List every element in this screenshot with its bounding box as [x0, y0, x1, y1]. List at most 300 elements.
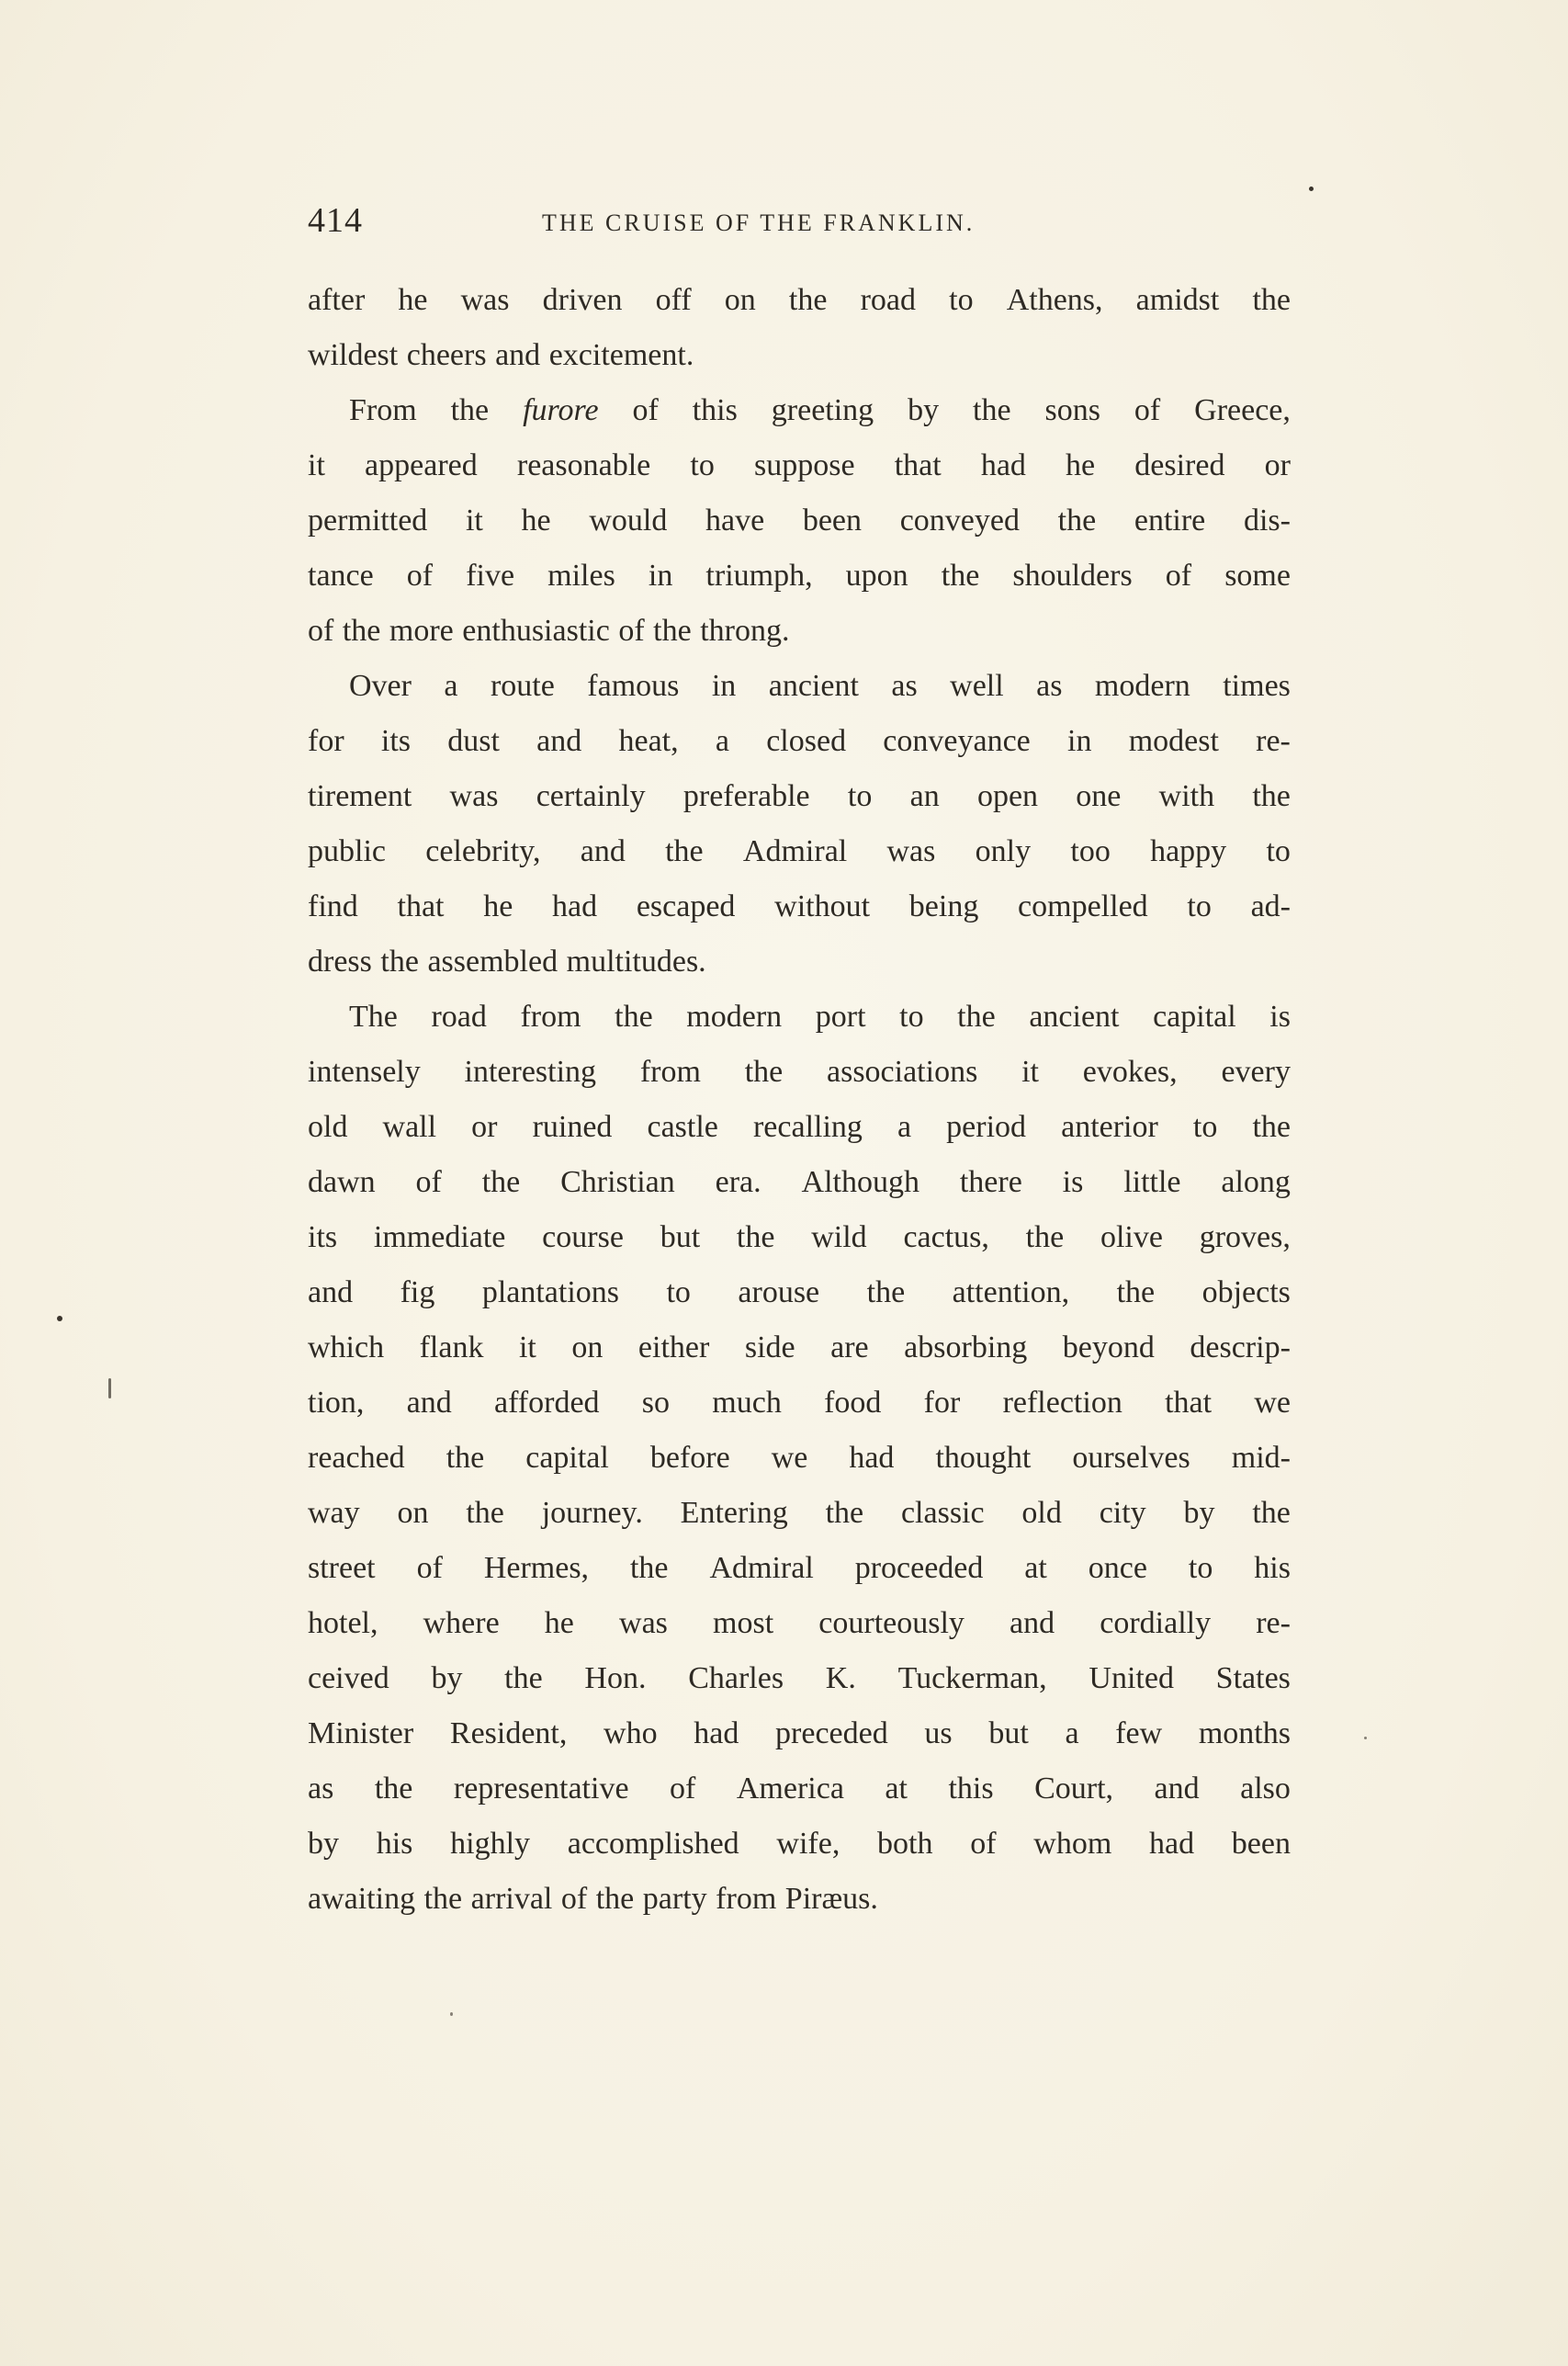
word: Over — [349, 669, 412, 703]
word: it — [465, 504, 483, 538]
text-line — [308, 659, 1291, 714]
word: Hermes, — [483, 1551, 590, 1585]
text-line — [308, 549, 1291, 604]
word: Admiral — [742, 834, 848, 868]
word: a — [897, 1110, 912, 1144]
text-line — [308, 1155, 1291, 1210]
word: of — [308, 614, 334, 648]
word: Court, — [1034, 1772, 1114, 1806]
word: is — [1269, 1000, 1291, 1034]
word: amidst — [1135, 283, 1220, 317]
word: by — [1183, 1496, 1215, 1530]
word: also — [1240, 1772, 1291, 1806]
word: classic — [900, 1496, 985, 1530]
text-line — [308, 1045, 1291, 1100]
word: find — [308, 889, 358, 923]
word: ancient — [1029, 1000, 1120, 1034]
word: food — [824, 1386, 882, 1420]
word: of — [415, 1165, 442, 1199]
word: after — [308, 283, 366, 317]
word: The — [349, 1000, 398, 1034]
word: dress — [308, 945, 372, 979]
word: courteously — [818, 1606, 964, 1640]
word: fig — [400, 1275, 435, 1309]
text-line — [308, 1761, 1291, 1817]
word: the — [941, 559, 980, 593]
word: had — [849, 1441, 895, 1475]
word: a — [715, 724, 729, 758]
word: party — [642, 1882, 707, 1916]
word: immediate — [373, 1220, 506, 1254]
word: on — [724, 283, 756, 317]
word: re- — [1256, 1606, 1291, 1640]
word: modern — [1094, 669, 1190, 703]
word: excitement. — [548, 338, 694, 372]
text-line — [308, 1872, 1291, 1927]
word: conveyed — [899, 504, 1020, 538]
word: the — [665, 834, 704, 868]
word: ceived — [308, 1661, 389, 1695]
word: escaped — [636, 889, 736, 923]
word: on — [397, 1496, 429, 1530]
word: the — [446, 1441, 485, 1475]
word: the — [629, 1551, 669, 1585]
word: we — [771, 1441, 808, 1475]
word: groves, — [1199, 1220, 1291, 1254]
word: associations — [827, 1055, 978, 1089]
word: the — [481, 1165, 521, 1199]
word: to — [847, 779, 873, 813]
word: tirement — [308, 779, 412, 813]
text-line — [308, 383, 1291, 438]
text-line — [308, 1265, 1291, 1320]
word: to — [1188, 1551, 1213, 1585]
word: the — [788, 283, 828, 317]
text-line — [308, 1210, 1291, 1265]
word: evokes, — [1082, 1055, 1178, 1089]
word: and — [1154, 1772, 1200, 1806]
word: of — [632, 393, 659, 427]
word: in — [1067, 724, 1092, 758]
word: had — [694, 1716, 739, 1750]
text-line — [308, 1320, 1291, 1375]
word: the — [504, 1661, 543, 1695]
word: States — [1215, 1661, 1291, 1695]
text-line — [308, 328, 1291, 383]
word: from — [520, 1000, 581, 1034]
word: which — [308, 1330, 385, 1364]
word: the — [1252, 1496, 1291, 1530]
word: in — [711, 669, 737, 703]
word: he — [398, 283, 428, 317]
word: throng. — [700, 614, 790, 648]
word: times — [1223, 669, 1291, 703]
word: for — [308, 724, 344, 758]
word: Christian — [560, 1165, 675, 1199]
word: to — [690, 448, 715, 482]
word: there — [959, 1165, 1022, 1199]
word: without — [774, 889, 871, 923]
word: reflection — [1002, 1386, 1122, 1420]
text-line — [308, 1375, 1291, 1431]
word: castle — [647, 1110, 718, 1144]
word: one — [1076, 779, 1122, 813]
word: are — [830, 1330, 869, 1364]
word: been — [1231, 1827, 1291, 1861]
word: upon — [845, 559, 908, 593]
word: had — [552, 889, 598, 923]
word: furore — [523, 393, 599, 427]
running-head: THE CRUISE OF THE FRANKLIN. — [542, 209, 976, 236]
word: to — [1192, 1110, 1218, 1144]
word: mid- — [1231, 1441, 1291, 1475]
word: that — [894, 448, 942, 482]
word: the — [380, 945, 419, 979]
word: cordially — [1100, 1606, 1212, 1640]
word: the — [1025, 1220, 1065, 1254]
word: and — [495, 338, 541, 372]
word: and — [308, 1275, 354, 1309]
word: the — [1252, 283, 1291, 317]
word: much — [712, 1386, 782, 1420]
word: suppose — [753, 448, 855, 482]
word: had — [980, 448, 1026, 482]
word: open — [976, 779, 1039, 813]
paper-speck — [57, 1316, 62, 1321]
word: Athens, — [1006, 283, 1103, 317]
word: from — [639, 1055, 701, 1089]
word: Piræus. — [784, 1882, 878, 1916]
word: and — [536, 724, 582, 758]
word: only — [975, 834, 1032, 868]
word: either — [637, 1330, 710, 1364]
paper-speck — [450, 2012, 453, 2016]
word: re- — [1256, 724, 1291, 758]
word: the — [825, 1496, 864, 1530]
word: we — [1254, 1386, 1291, 1420]
word: permitted — [308, 504, 428, 538]
text-line — [308, 769, 1291, 824]
text-line — [308, 934, 1291, 990]
word: by — [908, 393, 940, 427]
word: us — [924, 1716, 953, 1750]
word: road — [860, 283, 916, 317]
word: or — [1264, 448, 1291, 482]
word: with — [1158, 779, 1215, 813]
word: compelled — [1018, 889, 1148, 923]
word: of — [1134, 393, 1161, 427]
word: off — [655, 283, 692, 317]
word: tion, — [308, 1386, 365, 1420]
word: Charles — [688, 1661, 784, 1695]
word: the — [466, 1496, 504, 1530]
word: he — [483, 889, 513, 923]
word: few — [1115, 1716, 1163, 1750]
word: of — [670, 1772, 696, 1806]
word: cheers — [406, 338, 487, 372]
word: by — [308, 1827, 339, 1861]
word: it — [1021, 1055, 1039, 1089]
text-line — [308, 438, 1291, 493]
word: his — [376, 1827, 413, 1861]
word: Hon. — [584, 1661, 647, 1695]
word: have — [705, 504, 765, 538]
word: as — [891, 669, 918, 703]
word: most — [713, 1606, 774, 1640]
word: appeared — [365, 448, 478, 482]
word: that — [1165, 1386, 1213, 1420]
word: entire — [1134, 504, 1206, 538]
word: Although — [801, 1165, 919, 1199]
word: of — [970, 1827, 997, 1861]
word: the — [450, 393, 490, 427]
word: to — [1187, 889, 1212, 923]
word: from — [716, 1882, 777, 1916]
word: flank — [419, 1330, 484, 1364]
word: the — [957, 1000, 996, 1034]
word: way — [308, 1496, 360, 1530]
word: little — [1123, 1165, 1181, 1199]
word: arouse — [738, 1275, 820, 1309]
text-line — [308, 714, 1291, 769]
word: ourselves — [1072, 1441, 1190, 1475]
word: by — [431, 1661, 463, 1695]
word: Greece, — [1194, 393, 1291, 427]
word: port — [815, 1000, 866, 1034]
word: era. — [715, 1165, 761, 1199]
word: intensely — [308, 1055, 421, 1089]
word: at — [885, 1772, 908, 1806]
word: once — [1088, 1551, 1147, 1585]
word: of — [618, 614, 645, 648]
word: attention, — [952, 1275, 1070, 1309]
word: but — [660, 1220, 701, 1254]
word: representative — [453, 1772, 629, 1806]
word: driven — [542, 283, 623, 317]
text-line — [308, 990, 1291, 1045]
word: the — [1252, 1110, 1291, 1144]
word: whom — [1033, 1827, 1112, 1861]
word: multitudes. — [566, 945, 706, 979]
word: was — [449, 779, 499, 813]
word: olive — [1100, 1220, 1163, 1254]
word: five — [466, 559, 515, 593]
paper-speck — [1364, 1737, 1367, 1739]
word: this — [692, 393, 738, 427]
word: United — [1089, 1661, 1174, 1695]
word: objects — [1201, 1275, 1291, 1309]
text-line — [308, 1486, 1291, 1541]
word: America — [736, 1772, 844, 1806]
word: recalling — [752, 1110, 863, 1144]
word: afforded — [494, 1386, 600, 1420]
word: a — [1065, 1716, 1079, 1750]
word: famous — [587, 669, 680, 703]
word: K. — [825, 1661, 856, 1695]
word: route — [490, 669, 555, 703]
word: was — [886, 834, 936, 868]
word: its — [380, 724, 412, 758]
word: being — [908, 889, 979, 923]
body-text — [308, 273, 1291, 1927]
word: or — [471, 1110, 498, 1144]
word: the — [423, 1882, 463, 1916]
word: ad- — [1250, 889, 1291, 923]
word: miles — [547, 559, 615, 593]
word: happy — [1150, 834, 1227, 868]
word: the — [595, 1882, 635, 1916]
word: to — [899, 1000, 924, 1034]
word: Minister — [308, 1716, 414, 1750]
page-header — [308, 200, 1291, 246]
word: in — [648, 559, 673, 593]
text-line — [308, 1651, 1291, 1706]
word: period — [946, 1110, 1027, 1144]
word: been — [802, 504, 863, 538]
word: and — [406, 1386, 452, 1420]
word: along — [1221, 1165, 1291, 1199]
word: preceded — [775, 1716, 888, 1750]
word: desired — [1134, 448, 1225, 482]
word: arrival — [470, 1882, 553, 1916]
word: road — [431, 1000, 487, 1034]
word: it — [308, 448, 325, 482]
word: ruined — [532, 1110, 613, 1144]
text-line — [308, 824, 1291, 879]
text-line — [308, 1817, 1291, 1872]
word: thought — [935, 1441, 1032, 1475]
word: the — [1116, 1275, 1156, 1309]
text-line — [308, 273, 1291, 328]
word: he — [521, 504, 551, 538]
word: greeting — [771, 393, 874, 427]
text-line — [308, 1431, 1291, 1486]
word: awaiting — [308, 1882, 416, 1916]
word: tance — [308, 559, 374, 593]
word: his — [1254, 1551, 1291, 1585]
text-line — [308, 1541, 1291, 1596]
word: months — [1198, 1716, 1291, 1750]
word: dawn — [308, 1165, 376, 1199]
word: accomplished — [567, 1827, 739, 1861]
word: sons — [1044, 393, 1100, 427]
word: that — [397, 889, 445, 923]
word: reached — [308, 1441, 405, 1475]
text-line — [308, 1100, 1291, 1155]
word: hotel, — [308, 1606, 378, 1640]
word: enthusiastic — [462, 614, 610, 648]
text-line — [308, 1706, 1291, 1761]
word: the — [973, 393, 1011, 427]
word: the — [342, 614, 381, 648]
word: shoulders — [1012, 559, 1133, 593]
word: to — [1266, 834, 1291, 868]
word: so — [641, 1386, 671, 1420]
paper-speck — [108, 1378, 111, 1398]
word: the — [615, 1000, 653, 1034]
word: on — [571, 1330, 604, 1364]
word: the — [374, 1772, 413, 1806]
word: to — [949, 283, 974, 317]
word: but — [988, 1716, 1029, 1750]
word: cactus, — [903, 1220, 989, 1254]
word: plantations — [481, 1275, 620, 1309]
word: who — [604, 1716, 658, 1750]
word: capital — [1153, 1000, 1236, 1034]
word: absorbing — [904, 1330, 1028, 1364]
text-line — [308, 604, 1291, 659]
word: wife, — [776, 1827, 840, 1861]
paper-speck — [1309, 187, 1314, 191]
word: of — [416, 1551, 443, 1585]
word: journey. — [541, 1496, 643, 1530]
word: wildest — [308, 338, 399, 372]
word: well — [950, 669, 1004, 703]
word: had — [1148, 1827, 1195, 1861]
word: he — [544, 1606, 574, 1640]
word: preferable — [682, 779, 810, 813]
word: where — [423, 1606, 500, 1640]
word: modern — [686, 1000, 783, 1034]
word: as — [1036, 669, 1063, 703]
word: the — [744, 1055, 784, 1089]
word: certainly — [536, 779, 646, 813]
word: anterior — [1061, 1110, 1158, 1144]
word: its — [308, 1220, 338, 1254]
word: the — [736, 1220, 775, 1254]
word: dust — [447, 724, 500, 758]
word: Tuckerman, — [897, 1661, 1047, 1695]
word: highly — [450, 1827, 531, 1861]
word: public — [308, 834, 386, 868]
word: and — [1010, 1606, 1055, 1640]
word: celebrity, — [425, 834, 541, 868]
word: an — [909, 779, 940, 813]
word: the — [866, 1275, 906, 1309]
word: interesting — [464, 1055, 597, 1089]
word: was — [619, 1606, 668, 1640]
word: he — [1066, 448, 1096, 482]
word: modest — [1128, 724, 1219, 758]
word: reasonable — [516, 448, 651, 482]
word: a — [444, 669, 458, 703]
word: more — [389, 614, 454, 648]
word: city — [1099, 1496, 1146, 1530]
word: too — [1070, 834, 1111, 868]
text-line — [308, 493, 1291, 549]
word: Entering — [680, 1496, 788, 1530]
word: every — [1221, 1055, 1291, 1089]
word: some — [1224, 559, 1291, 593]
word: wild — [811, 1220, 867, 1254]
word: the — [1057, 504, 1097, 538]
word: dis- — [1243, 504, 1291, 538]
word: of — [406, 559, 434, 593]
word: and — [580, 834, 626, 868]
page-number: 414 — [308, 201, 363, 240]
word: conveyance — [883, 724, 1031, 758]
word: before — [649, 1441, 730, 1475]
word: descrip- — [1190, 1330, 1291, 1364]
word: at — [1024, 1551, 1047, 1585]
word: of — [560, 1882, 588, 1916]
word: course — [542, 1220, 624, 1254]
word: wall — [382, 1110, 437, 1144]
text-line — [308, 879, 1291, 934]
word: both — [877, 1827, 933, 1861]
word: street — [308, 1551, 376, 1585]
word: beyond — [1062, 1330, 1155, 1364]
